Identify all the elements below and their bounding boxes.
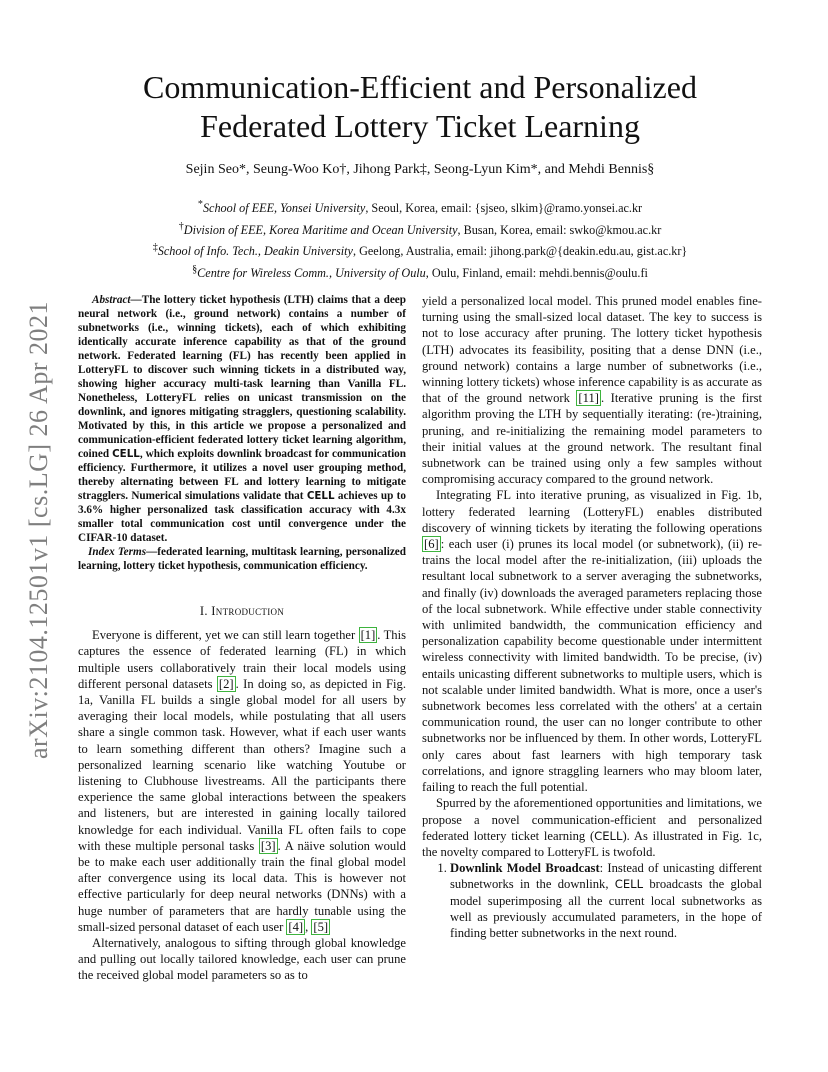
citation-link[interactable]: [6]	[424, 537, 439, 552]
section-title: Introduction	[211, 604, 285, 618]
paragraph-text: Everyone is different, yet we can still learn together	[92, 628, 359, 643]
citation-link[interactable]: [3]	[260, 838, 276, 853]
right-paragraph-1	[422, 293, 762, 487]
section-number: I.	[199, 604, 212, 618]
list-item-text: broadcasts the global model superimposing all the current local subnetworks as well as previously accumulated parameters, in the hope of finding better subnetworks in the next round.	[450, 877, 762, 940]
affiliation-institution: Division of EEE, Korea Maritime and Ocean University	[183, 222, 458, 237]
right-column	[422, 293, 762, 941]
title-line-1: Communication-Efficient and Personalized	[143, 69, 697, 105]
citation-link[interactable]: [4]	[288, 919, 304, 934]
right-paragraph-2	[422, 487, 762, 795]
paragraph-text: Spurred by the aforementioned opportunities and limitations, we propose a novel communication-efficient and personalized federated lottery ticket learning (	[422, 796, 762, 843]
index-terms	[78, 545, 406, 573]
paper-title	[90, 68, 750, 146]
arxiv-identifier	[19, 300, 59, 760]
affiliations	[90, 196, 750, 282]
abstract-text: —The lottery ticket hypothesis (LTH) claims that a deep neural network (i.e., ground network) contains a number of subnetworks (i.e., winning tickets), each of which exhibiting identically accurate inference capability as that of the ground network. Federated learning (FL) has recently been applied in LotteryFL to discover such winning tickets in a distributed way, showing higher accuracy multi-task learning than Vanilla FL. Nonetheless, LotteryFL relies on unicast transmission on the downlink, and ignores mitigating stragglers, questioning scalability. Motivated by this, in this article we propose a personalized and communication-efficient federated lottery ticket learning algorithm, coined	[78, 294, 406, 460]
citation-link[interactable]: [2]	[218, 676, 234, 691]
affiliation-details: , Oulu, Finland, email: mehdi.bennis@oulu.fi	[425, 265, 648, 280]
cell-name: CELL	[112, 448, 140, 460]
index-terms-text: —federated learning, multitask learning, personalized learning, lottery ticket hypothesis, communication efficiency.	[78, 546, 406, 572]
abstract	[78, 293, 406, 545]
paragraph-text: Integrating FL into iterative pruning, as visualized in Fig. 1b, lottery federated learning (LotteryFL) enables distributed discovery of winning tickets by iterating the following operations	[422, 488, 762, 535]
affiliation-3	[90, 239, 750, 261]
left-column	[78, 293, 406, 984]
paragraph-text: ,	[305, 919, 312, 934]
list-item-heading: Downlink Model Broadcast	[450, 861, 600, 876]
affiliation-institution: School of EEE, Yonsei University	[202, 201, 366, 216]
abstract-label: Abstract	[92, 294, 131, 306]
paragraph-text: . A näive solution would be to make each user additionally train the final global model after convergence using its local data. This is however not effective particularly for deep neural networks (DNNs) with a huge number of parameters that are hardly tunable using the small-sized personal dataset of each user	[78, 838, 406, 934]
affiliation-institution: Centre for Wireless Comm., University of Oulu	[197, 265, 426, 280]
abstract-text: achieves up to 3.6% higher personalized task classification accuracy with 4.3x smaller total communication cost until convergence under the CIFAR-10 dataset.	[78, 490, 407, 544]
title-line-2: Federated Lottery Ticket Learning	[200, 108, 640, 144]
list-item	[450, 860, 762, 941]
affiliation-1	[90, 196, 750, 218]
cell-name: CELL	[306, 490, 335, 502]
authors-line: Sejin Seo*, Seung-Woo Ko†, Jihong Park‡, Seong-Lyun Kim*, and Mehdi Bennis§	[185, 162, 655, 177]
index-terms-label: Index Terms	[88, 546, 147, 558]
affiliation-4	[90, 261, 750, 283]
paragraph-text: . Iterative pruning is the first algorithm proving the LTH by sequentially iterating: (re-)training, pruning, and re-initializing the remaining model parameters to their initial values at the ground network. The resultant final subnetwork can be trained using only a few samples without compromising accuracy compared to the ground network.	[422, 391, 762, 487]
affiliation-2	[90, 218, 750, 240]
paragraph-text: ). As illustrated in Fig. 1c, the novelty compared to LotteryFL is twofold.	[422, 828, 762, 859]
affiliation-mark: ‡	[152, 242, 158, 254]
affiliation-details: , Seoul, Korea, email: {sjseo, slkim}@ramo.yonsei.ac.kr	[365, 201, 643, 216]
intro-paragraph-1	[78, 627, 406, 935]
cell-name: CELL	[614, 877, 644, 892]
paragraph-text: yield a personalized local model. This pruned model enables fine-turning using the small-sized local dataset. The key to success is not to lose accuracy after pruning. The lottery ticket hypothesis (LTH) advocates its feasibility, positing that a dense DNN (i.e., ground network) contains a large number of subnetworks (i.e., winning lottery tickets) whose inference capability is as accurate as that of the ground network	[422, 294, 762, 406]
citation-link[interactable]: [11]	[578, 391, 599, 406]
section-heading	[78, 603, 406, 619]
affiliation-details: , Geelong, Australia, email: jihong.park@{deakin.edu.au, gist.ac.kr}	[352, 244, 688, 259]
right-paragraph-3	[422, 795, 762, 860]
paragraph-text: . In doing so, as depicted in Fig. 1a, Vanilla FL builds a single global model for all users by averaging their local models, while postulating that all users share a single common task. However, what if each user wants to learn something different than others? Imagine such a personalized learning scenario like watching Youtube or listening to Clubhouse livestreams. All the participants there experience the same global interactions between the speakers and listeners, but are interested in gaining locally tailored knowledge for each individual. Vanilla FL often fails to cope with these multiple personal tasks	[78, 676, 406, 853]
affiliation-details: , Busan, Korea, email: swko@kmou.ac.kr	[457, 222, 662, 237]
affiliation-institution: School of Info. Tech., Deakin University	[157, 244, 353, 259]
affiliation-mark: †	[178, 220, 184, 232]
list-item-text: : Instead of unicasting different subnetworks in the downlink,	[450, 861, 762, 892]
affiliation-mark: *	[197, 199, 203, 210]
abstract-text: , which exploits downlink broadcast for communication efficiency. Furthermore, it utilizes a novel user grouping method, thereby alternating between FL and lottery learning to mitigate stragglers. Numerical simulations validate that	[78, 448, 407, 502]
affiliation-mark: §	[192, 263, 198, 275]
arxiv-id-text: arXiv:2104.12501v1 [cs.LG] 26 Apr 2021	[24, 300, 53, 760]
citation-link[interactable]: [1]	[360, 628, 376, 643]
intro-paragraph-2: Alternatively, analogous to sifting through global knowledge and pulling out locally tailored knowledge, each user can prune the received global model parameters so as to	[78, 936, 406, 983]
cell-name: CELL	[594, 828, 623, 843]
contribution-list	[422, 860, 762, 941]
citation-link[interactable]: [5]	[313, 919, 329, 934]
paragraph-text: : each user (i) prunes its local model (or subnetwork), (ii) re-trains the local model after the re-initialization, (iii) uploads the resultant local subnetwork to a server averaging the subnetworks, and finally (iv) downloads the averaged parameters replacing those of the local subnetwork. While effective under stable connectivity with unlimited bandwidth, the communication efficiency and personalization capability become questionable under intermittent wireless connectivity with limited bandwidth. To be precise, (iv) entails unicasting different subnetworks to multiple users, which is not scalable under limited bandwidth. What is more, once a user's subnetwork becomes less correlated with the others' at a certain communication round, the user can no longer contribute to other subnetworks nor be influenced by them. In other words, LotteryFL only cares about fast learners with high temporary task correlations, and ignore straggling learners who may bloom later, failing to reach the full potential.	[422, 537, 762, 795]
paragraph-text: . This captures the essence of federated learning (FL) in which multiple users collaboratively train their local models using different personal datasets	[78, 628, 406, 691]
